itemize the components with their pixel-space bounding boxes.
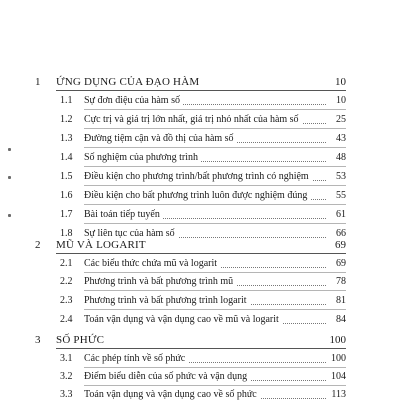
section-title: Các biểu thức chứa mũ và logarit xyxy=(84,257,220,271)
toc-entry[interactable] xyxy=(0,132,400,146)
section-divider xyxy=(84,290,346,291)
toc-entry[interactable] xyxy=(0,151,400,165)
section-title: Bài toán tiếp tuyến xyxy=(84,208,163,222)
section-title: Các phép tính về số phức xyxy=(84,352,188,366)
section-page: 48 xyxy=(333,151,346,165)
section-page: 53 xyxy=(333,170,346,184)
section-divider xyxy=(84,309,346,310)
section-divider xyxy=(84,128,346,129)
section-divider xyxy=(84,166,346,167)
section-title: Toán vận dụng và vận dụng cao về số phức xyxy=(84,388,260,402)
section-title: Phương trình và bất phương trình logarit xyxy=(84,294,250,308)
chapter-number: 3 xyxy=(35,334,41,346)
section-divider xyxy=(84,385,346,386)
section-divider xyxy=(84,272,346,273)
toc-entry[interactable] xyxy=(0,370,400,384)
section-page: 78 xyxy=(333,275,346,289)
section-number: 1.6 xyxy=(60,190,73,201)
toc-entry[interactable] xyxy=(0,352,400,366)
chapter-heading[interactable] xyxy=(0,74,400,90)
section-number: 1.3 xyxy=(60,133,73,144)
section-title: Đường tiệm cận và đồ thị của hàm số xyxy=(84,132,237,146)
section-number: 1.4 xyxy=(60,152,73,163)
section-divider xyxy=(84,147,346,148)
section-page: 69 xyxy=(333,257,346,271)
section-page: 81 xyxy=(333,294,346,308)
section-number: 1.5 xyxy=(60,171,73,182)
section-page: 84 xyxy=(333,313,346,327)
chapter-divider xyxy=(56,90,346,91)
section-page: 10 xyxy=(333,94,346,108)
chapter-title: MŨ VÀ LOGARIT xyxy=(56,239,146,251)
chapter-number: 2 xyxy=(35,239,41,251)
section-title: Toán vận dụng và vận dụng cao về mũ và logarit xyxy=(84,313,282,327)
toc-entry[interactable] xyxy=(0,313,400,327)
toc-entry[interactable] xyxy=(0,257,400,271)
section-number: 1.8 xyxy=(60,228,73,239)
section-divider xyxy=(84,109,346,110)
toc-entry[interactable] xyxy=(0,94,400,108)
section-title: Điểm biểu diễn của số phức và vận dụng xyxy=(84,370,250,384)
section-number: 3.2 xyxy=(60,371,73,382)
toc-entry[interactable] xyxy=(0,208,400,222)
section-page: 100 xyxy=(328,352,346,366)
section-number: 3.3 xyxy=(60,389,73,400)
toc-entry[interactable] xyxy=(0,113,400,127)
section-page: 66 xyxy=(333,227,346,241)
section-page: 113 xyxy=(328,388,346,402)
section-number: 2.3 xyxy=(60,295,73,306)
chapter-divider xyxy=(56,253,346,254)
section-title: Sự đơn điệu của hàm số xyxy=(84,94,183,108)
chapter-divider xyxy=(56,348,346,349)
section-divider xyxy=(84,367,346,368)
section-title: Điều kiện cho phương trình/bất phương trình có nghiệm xyxy=(84,170,312,184)
chapter-page: 100 xyxy=(329,334,346,346)
toc-entry[interactable] xyxy=(0,275,400,289)
chapter-page: 69 xyxy=(335,239,346,251)
chapter-heading[interactable] xyxy=(0,332,400,348)
section-number: 1.2 xyxy=(60,114,73,125)
section-number: 2.2 xyxy=(60,276,73,287)
section-title: Sự liên tục của hàm số xyxy=(84,227,178,241)
section-page: 104 xyxy=(328,370,346,384)
section-title: Số nghiệm của phương trình xyxy=(84,151,201,165)
section-number: 2.1 xyxy=(60,258,73,269)
chapter-title: SỐ PHỨC xyxy=(56,334,105,346)
toc-entry[interactable] xyxy=(0,294,400,308)
section-title: Phương trình và bất phương trình mũ xyxy=(84,275,236,289)
section-divider xyxy=(84,204,346,205)
section-page: 55 xyxy=(333,189,346,203)
section-title: Cực trị và giá trị lớn nhất, giá trị nhỏ nhất của hàm số xyxy=(84,113,302,127)
section-page: 43 xyxy=(333,132,346,146)
section-page: 25 xyxy=(333,113,346,127)
chapter-title: ỨNG DỤNG CỦA ĐẠO HÀM xyxy=(56,76,200,88)
section-number: 1.7 xyxy=(60,209,73,220)
section-divider xyxy=(84,185,346,186)
chapter-heading[interactable] xyxy=(0,237,400,253)
chapter-page: 10 xyxy=(335,76,346,88)
section-number: 2.4 xyxy=(60,314,73,325)
toc-entry[interactable] xyxy=(0,170,400,184)
section-number: 3.1 xyxy=(60,353,73,364)
section-number: 1.1 xyxy=(60,95,73,106)
toc-entry[interactable] xyxy=(0,189,400,203)
section-divider xyxy=(84,223,346,224)
section-page: 61 xyxy=(333,208,346,222)
section-title: Điều kiện cho bất phương trình luôn được nghiệm đúng xyxy=(84,189,310,203)
chapter-number: 1 xyxy=(35,76,41,88)
